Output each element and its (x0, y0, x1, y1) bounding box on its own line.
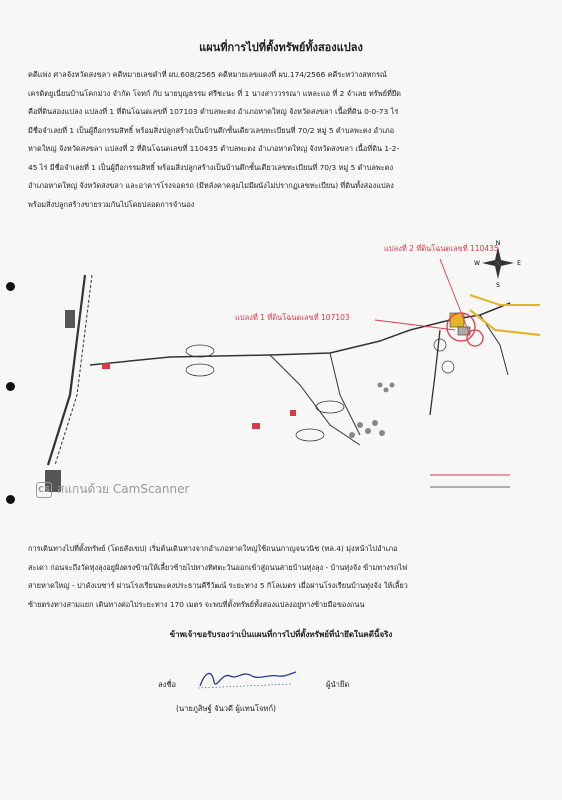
intro-line: อำเภอหาดใหญ่ จังหวัดสงขลา และอาคารโรงจอดรถ (มีหลังคาคลุมไม่มีผนังไม่ปรากฏเลขทะเบียน) ที่ดินทั้งสองแปลง (28, 181, 394, 190)
compass-s: S (496, 282, 500, 289)
building-marker (290, 410, 296, 416)
document-title: แผนที่การไปที่ตั้งทรัพย์ทั้งสองแปลง (199, 41, 363, 54)
punch-hole (6, 495, 15, 504)
camscanner-watermark (36, 480, 189, 499)
camscanner-logo-icon: CS (36, 482, 52, 498)
intro-line: คดีแพ่ง ศาลจังหวัดสงขลา คดีหมายเลขดำที่ ผบ.608/2565 คดีหมายเลขแดงที่ ผบ.174/2566 คดีระหว่างสหกรณ์ (28, 70, 387, 79)
handwritten-signature (192, 666, 302, 692)
certification-statement: ข้าพเจ้าขอรับรองว่าเป็นแผนที่การไปที่ตั้งทรัพย์ที่นำยึดในคดีนี้จริง (169, 630, 393, 639)
landmark-marker (296, 429, 324, 441)
side-road (480, 315, 508, 375)
yellow-road (470, 310, 540, 335)
case-description (28, 66, 544, 214)
side-road (270, 355, 360, 445)
intro-line: มีชื่อจำเลยที่ 1 เป็นผู้ถือกรรมสิทธิ์ พร้อมสิ่งปลูกสร้างเป็นบ้านตึกชั้นเดียวเลขทะเบียนที่ 70/2 หมู่ 5 ตำบลพะตง อำเภอ (28, 125, 395, 135)
compass-n: N (495, 240, 501, 247)
punch-hole (6, 282, 15, 291)
side-road (430, 330, 440, 415)
landmark-marker (442, 361, 454, 373)
route-line: ซ้ายตรงทางสามแยก เดินทางต่อไประยะทาง 170 เมตร จะพบที่ตั้งทรัพย์ทั้งสองแปลงอยู่ทางซ้ายมือของถนน (28, 599, 365, 609)
route-description (28, 540, 544, 614)
landmark-marker (316, 401, 344, 413)
intro-line: คือที่ดินสองแปลง แปลงที่ 1 ที่ดินโฉนดเลขที่ 107103 ตำบลพะตง อำเภอหาดใหญ่ จังหวัดสงขลา เนื้อที่ดิน 0-0-73 ไร่ (28, 107, 399, 116)
side-road (330, 353, 360, 435)
landmark-marker (434, 339, 446, 351)
compass-w: W (474, 260, 480, 267)
signer-name: (นายภูสิษฐ์ จันวดี ผู้แทนโจทก์) (176, 704, 277, 713)
plot2-label: แปลงที่ 2 ที่ดินโฉนดเลขที่ 110435 (384, 244, 499, 253)
village-road (90, 330, 410, 365)
intro-line: 45 ไร่ มีชื่อจำเลยที่ 1 เป็นผู้ถือกรรมสิทธิ์ พร้อมสิ่งปลูกสร้างเป็นบ้านตึกชั้นเดียวเลขทะเบียนที่ 70/3 หมู่ 5 ตำบลพะตง (28, 162, 394, 172)
sign-label: ลงชื่อ (158, 680, 177, 689)
location-map (30, 235, 540, 505)
intro-line: พร้อมสิ่งปลูกสร้างขายรวมกันไปโดยปลอดการจำนอง (28, 199, 195, 209)
landmark-marker (186, 345, 214, 357)
landmark-marker (186, 364, 214, 376)
highway-road (48, 275, 85, 465)
yellow-road (470, 295, 540, 305)
tree-cluster-icon (378, 383, 395, 393)
route-line: สายหาดใหญ่ - ปาดังเบซาร์ ผ่านโรงเรียนพะตงประธานคีรีวัฒน์ ระยะทาง 5 กิโลเมตร เมื่อผ่านโรงเรียนบ้านทุ่งจัง ให้เลี้ยว (28, 581, 408, 590)
punch-hole (6, 382, 15, 391)
road-sign (65, 310, 75, 328)
compass-e: E (517, 260, 521, 267)
plot1-label: แปลงที่ 1 ที่ดินโฉนดเลขที่ 107103 (235, 313, 350, 322)
building-marker (252, 423, 260, 429)
route-line: การเดินทางไปที่ตั้งทรัพย์ (โดยสังเขป) เริ่มต้นเดินทางจากอำเภอหาดใหญ่ใช้ถนนกาญจนวนิช (ทล.4) มุ่งหน้าไปอำเภอ (28, 544, 398, 553)
intro-line: หาดใหญ่ จังหวัดสงขลา แปลงที่ 2 ที่ดินโฉนดเลขที่ 110435 ตำบลพะตง อำเภอหาดใหญ่ จังหวัดสงขลา เนื้อที่ดิน 1-2- (28, 144, 400, 153)
route-line: สะเดา ก่อนจะถึงวัดทุ่งลุงอยู่ฝั่งตรงข้ามให้เลี้ยวซ้ายไปทางทิศตะวันออกเข้าสู่ถนนสายบ้านทุ่งลุง - บ้านทุ่งจัง ข้ามทางรถไฟ (28, 562, 408, 572)
building-marker (102, 363, 110, 369)
intro-line: เครดิตยูเนี่ยนบ้านโคกม่วง จำกัด โจทก์ กับ นายบุญธรรม ศรีชะนะ ที่ 1 นางสาววรรณา แหละแอ ที่ 2 จำเลย ทรัพย์ที่ยึด (28, 88, 401, 98)
watermark-text: สแกนด้วย CamScanner (57, 482, 190, 496)
signer-role: ผู้นำยึด (326, 680, 350, 689)
